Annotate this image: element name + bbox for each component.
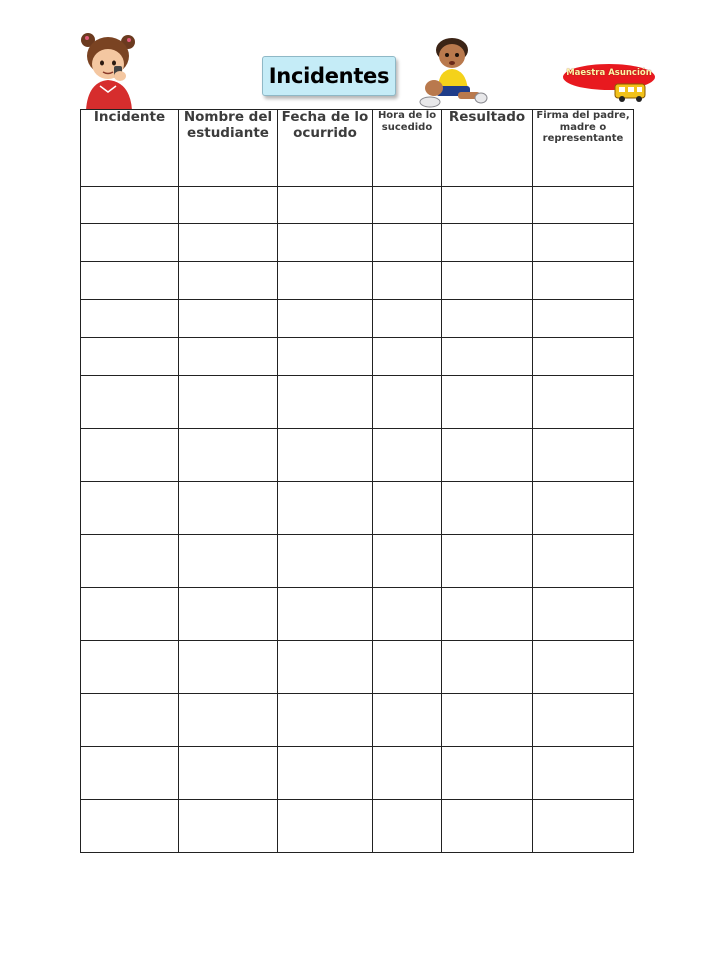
boy-sitting-illustration: [418, 36, 488, 110]
table-cell[interactable]: [442, 187, 533, 224]
table-row: [81, 262, 634, 300]
table-cell[interactable]: [278, 694, 373, 747]
table-cell[interactable]: [533, 300, 634, 338]
table-cell[interactable]: [278, 800, 373, 853]
table-cell[interactable]: [179, 429, 278, 482]
logo-bus-icon: [561, 60, 657, 102]
table-cell[interactable]: [533, 187, 634, 224]
table-cell[interactable]: [81, 376, 179, 429]
table-row: [81, 338, 634, 376]
header-row: [81, 110, 634, 187]
table-cell[interactable]: [278, 535, 373, 588]
table-cell[interactable]: [442, 641, 533, 694]
table-cell[interactable]: [278, 187, 373, 224]
table-row: [81, 429, 634, 482]
column-header-nombre: Nombre del estudiante: [179, 110, 278, 187]
table-cell[interactable]: [533, 535, 634, 588]
table-cell[interactable]: [373, 338, 442, 376]
table-cell[interactable]: [278, 429, 373, 482]
table-cell[interactable]: [373, 694, 442, 747]
table-row: [81, 694, 634, 747]
table-cell[interactable]: [533, 482, 634, 535]
table-cell[interactable]: [373, 535, 442, 588]
table-row: [81, 482, 634, 535]
table-cell[interactable]: [373, 376, 442, 429]
table-cell[interactable]: [373, 641, 442, 694]
incidents-table: [80, 109, 634, 853]
table-cell[interactable]: [373, 800, 442, 853]
table-cell[interactable]: [81, 747, 179, 800]
table-cell[interactable]: [442, 300, 533, 338]
table-cell[interactable]: [278, 641, 373, 694]
table-cell[interactable]: [81, 429, 179, 482]
page-title: Incidentes: [268, 64, 390, 88]
table-cell[interactable]: [533, 747, 634, 800]
title-box: [262, 56, 396, 96]
table-cell[interactable]: [442, 482, 533, 535]
table-cell[interactable]: [373, 747, 442, 800]
table-row: [81, 376, 634, 429]
table-cell[interactable]: [278, 300, 373, 338]
table-cell[interactable]: [373, 429, 442, 482]
table-cell[interactable]: [81, 535, 179, 588]
table-cell[interactable]: [81, 482, 179, 535]
column-header-fecha: Fecha de lo ocurrido: [278, 110, 373, 187]
table-cell[interactable]: [442, 747, 533, 800]
table-cell[interactable]: [81, 694, 179, 747]
table-cell[interactable]: [533, 224, 634, 262]
table-cell[interactable]: [442, 800, 533, 853]
table-cell[interactable]: [373, 224, 442, 262]
table-cell[interactable]: [373, 482, 442, 535]
table-cell[interactable]: [278, 747, 373, 800]
logo: [561, 60, 657, 102]
column-header-firma: Firma del padre, madre o representante: [533, 110, 634, 187]
column-header-incidente: Incidente: [81, 110, 179, 187]
table-cell[interactable]: [442, 694, 533, 747]
column-header-resultado: Resultado: [442, 110, 533, 187]
table-cell[interactable]: [442, 429, 533, 482]
table-cell[interactable]: [442, 376, 533, 429]
table-row: [81, 224, 634, 262]
column-header-hora: Hora de lo sucedido: [373, 110, 442, 187]
table-cell[interactable]: [442, 338, 533, 376]
table-row: [81, 641, 634, 694]
table-row: [81, 800, 634, 853]
table-cell[interactable]: [533, 338, 634, 376]
table-cell[interactable]: [442, 224, 533, 262]
table-cell[interactable]: [278, 224, 373, 262]
table-cell[interactable]: [278, 338, 373, 376]
table-cell[interactable]: [533, 800, 634, 853]
logo-text: Maestra Asunción: [566, 68, 652, 78]
table-cell[interactable]: [179, 187, 278, 224]
table-cell[interactable]: [533, 429, 634, 482]
table-cell[interactable]: [373, 187, 442, 224]
table-cell[interactable]: [442, 588, 533, 641]
table-cell[interactable]: [179, 262, 278, 300]
table-cell[interactable]: [179, 535, 278, 588]
girl-phone-illustration: [78, 30, 140, 110]
table-cell[interactable]: [179, 588, 278, 641]
table-cell[interactable]: [373, 588, 442, 641]
table-row: [81, 300, 634, 338]
table-cell[interactable]: [81, 800, 179, 853]
table-cell[interactable]: [442, 535, 533, 588]
table-cell[interactable]: [373, 262, 442, 300]
table-row: [81, 747, 634, 800]
table-cell[interactable]: [533, 641, 634, 694]
table-row: [81, 535, 634, 588]
table-cell[interactable]: [278, 482, 373, 535]
table-cell[interactable]: [81, 187, 179, 224]
table-cell[interactable]: [179, 694, 278, 747]
table-cell[interactable]: [278, 376, 373, 429]
table-cell[interactable]: [278, 262, 373, 300]
table-cell[interactable]: [81, 338, 179, 376]
table-cell[interactable]: [373, 300, 442, 338]
table-cell[interactable]: [533, 588, 634, 641]
table-row: [81, 588, 634, 641]
table-cell[interactable]: [81, 224, 179, 262]
table-cell[interactable]: [533, 376, 634, 429]
table-cell[interactable]: [179, 641, 278, 694]
table-cell[interactable]: [179, 338, 278, 376]
table-cell[interactable]: [179, 376, 278, 429]
table-cell[interactable]: [179, 482, 278, 535]
table-cell[interactable]: [442, 262, 533, 300]
table-cell[interactable]: [81, 588, 179, 641]
table-cell[interactable]: [179, 747, 278, 800]
table-cell[interactable]: [533, 262, 634, 300]
table-cell[interactable]: [179, 300, 278, 338]
table-cell[interactable]: [81, 300, 179, 338]
table-cell[interactable]: [179, 800, 278, 853]
table-cell[interactable]: [533, 694, 634, 747]
table-row: [81, 187, 634, 224]
table-cell[interactable]: [179, 224, 278, 262]
table-cell[interactable]: [81, 262, 179, 300]
table-cell[interactable]: [278, 588, 373, 641]
table-cell[interactable]: [81, 641, 179, 694]
